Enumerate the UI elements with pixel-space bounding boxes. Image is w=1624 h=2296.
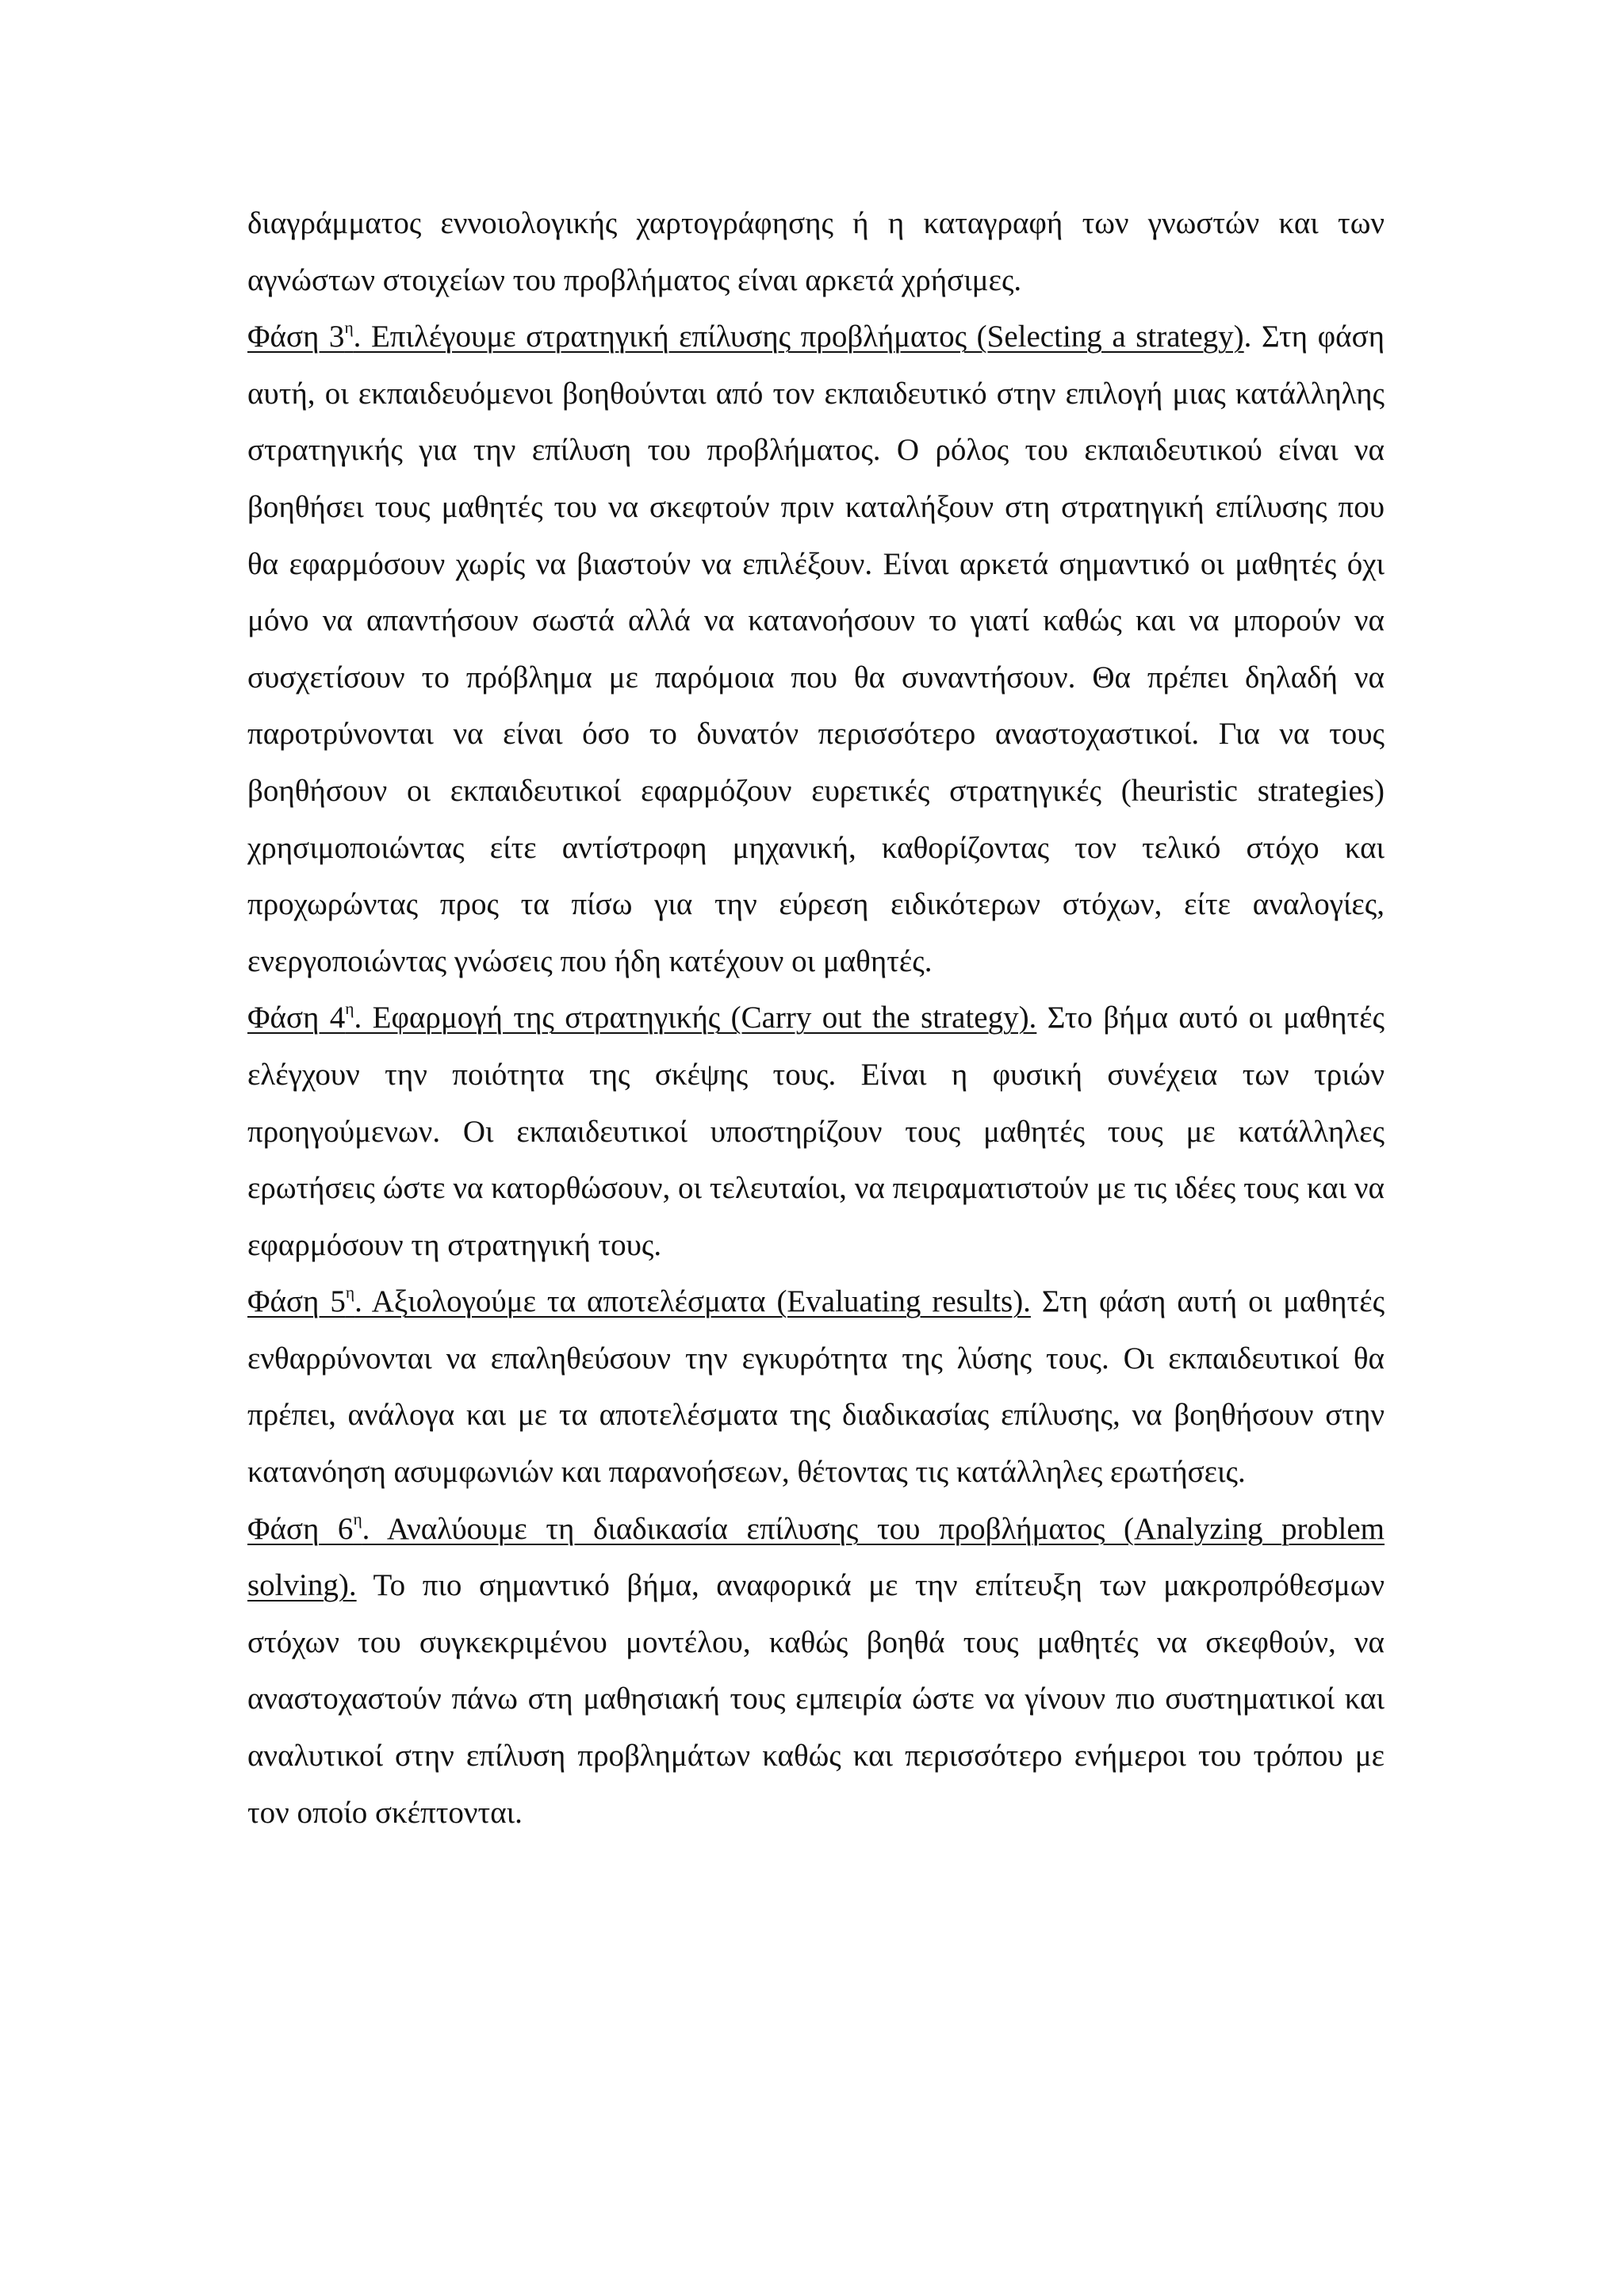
- phase-3-title-end: .: [1243, 320, 1252, 354]
- phase-4-paragraph: [247, 989, 1385, 1273]
- phase-6-title: . Αναλύουμε τη διαδικασία επίλυσης του προβλήματος (Analyzing problem solving).: [247, 1511, 1385, 1603]
- intro-paragraph: διαγράμματος εννοιολογικής χαρτογράφησης ή η καταγραφή των γνωστών και των αγνώστων στοιχείων του προβλήματος είναι αρκετά χρήσιμες.: [247, 206, 1385, 297]
- phase-3-ordinal: η: [344, 317, 354, 337]
- phase-5-ordinal: η: [345, 1283, 355, 1303]
- phase-6-body: Το πιο σημαντικό βήμα, αναφορικά με την επίτευξη των μακροπρόθεσμων στόχων του συγκεκριμένου μοντέλου, καθώς βοηθά τους μαθητές να σκεφθούν, να αναστοχαστούν πάνω στη μαθησιακή τους εμπειρία ώστε να γίνουν πιο συστηματικοί και αναλυτικοί στην επίλυση προβλημάτων καθώς και περισσότερο ενήμεροι του τρόπου με τον οποίο σκέπτονται.: [247, 1568, 1385, 1830]
- phase-4-title: . Εφαρμογή της στρατηγικής (Carry out the strategy).: [354, 1001, 1037, 1035]
- phase-3-label: Φάση 3: [247, 320, 345, 354]
- phase-3-heading: [247, 317, 1244, 354]
- phase-5-label: Φάση 5: [247, 1284, 346, 1319]
- phase-6-label: Φάση 6: [247, 1511, 354, 1546]
- phase-5-body: Στη φάση αυτή οι μαθητές ενθαρρύνονται να επαληθεύσουν την εγκυρότητα της λύσης τους. Οι εκπαιδευτικοί θα πρέπει, ανάλογα και με τα αποτελέσματα της διαδικασίας επίλυσης, να βοηθήσουν στην κατανόηση ασυμφωνιών και παρανοήσεων, θέτοντας τις κατάλληλες ερωτήσεις.: [247, 1284, 1385, 1490]
- phase-4-heading: [247, 1001, 1036, 1035]
- phase-5-paragraph: [247, 1273, 1385, 1500]
- phase-5-heading: [247, 1284, 1031, 1318]
- phase-3-body: Στη φάση αυτή, οι εκπαιδευόμενοι βοηθούνται από τον εκπαιδευτικό στην επιλογή μιας κατάλληλης στρατηγικής για την επίλυση του προβλήματος. Ο ρόλος του εκπαιδευτικού είναι να βοηθήσει τους μαθητές του να σκεφτούν πριν καταλήξουν στη στρατηγική επίλυσης που θα εφαρμόσουν χωρίς να βιαστούν να επιλέξουν. Είναι αρκετά σημαντικό οι μαθητές όχι μόνο να απαντήσουν σωστά αλλά να κατανοήσουν το γιατί καθώς και να μπορούν να συσχετίσουν το πρόβλημα με παρόμοια που θα συναντήσουν. Θα πρέπει δηλαδή να παροτρύνονται να είναι όσο το δυνατόν περισσότερο αναστοχαστικοί. Για να τους βοηθήσουν οι εκπαιδευτικοί εφαρμόζουν ευρετικές στρατηγικές (heuristic strategies) χρησιμοποιώντας είτε αντίστροφη μηχανική, καθορίζοντας τον τελικό στόχο και προχωρώντας προς τα πίσω για την εύρεση ειδικότερων στόχων, είτε αναλογίες, ενεργοποιώντας γνώσεις που ήδη κατέχουν οι μαθητές.: [247, 320, 1385, 978]
- phase-3-title: . Επιλέγουμε στρατηγική επίλυσης προβλήματος (Selecting a strategy): [353, 320, 1244, 354]
- phase-4-label: Φάση 4: [247, 1001, 346, 1035]
- document-page: [247, 195, 1385, 1841]
- phase-6-ordinal: η: [353, 1510, 362, 1529]
- phase-4-body: Στο βήμα αυτό οι μαθητές ελέγχουν την ποιότητα της σκέψης τους. Είναι η φυσική συνέχεια των τριών προηγούμενων. Οι εκπαιδευτικοί υποστηρίζουν τους μαθητές τους με κατάλληλες ερωτήσεις ώστε να κατορθώσουν, οι τελευταίοι, να πειραματιστούν με τις ιδέες τους και να εφαρμόσουν τη στρατηγική τους.: [247, 1001, 1385, 1262]
- phase-6-paragraph: [247, 1501, 1385, 1842]
- phase-4-ordinal: η: [345, 999, 354, 1019]
- phase-3-paragraph: [247, 308, 1385, 989]
- phase-5-title: . Αξιολογούμε τα αποτελέσματα (Evaluating results).: [354, 1284, 1031, 1319]
